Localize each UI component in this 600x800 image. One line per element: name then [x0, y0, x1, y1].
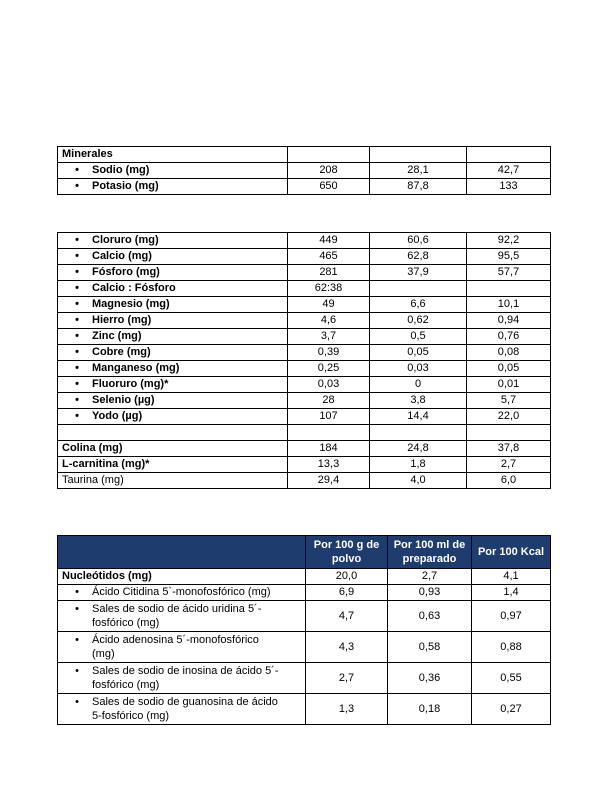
row-label: Sales de sodio de guanosina de ácido 5-fosfórico (mg) [92, 696, 278, 722]
cell-value: 13,3 [288, 457, 370, 473]
cell-value: 24,8 [370, 441, 467, 457]
cell-value: 0,55 [472, 663, 551, 694]
row-label: Selenio (µg) [92, 394, 155, 406]
table-row [58, 179, 551, 195]
bullet-icon: • [75, 665, 79, 677]
cell-value: 2,7 [388, 569, 472, 585]
table-row [58, 457, 551, 473]
cell-value: 0,03 [370, 361, 467, 377]
cell-value: 62,8 [370, 249, 467, 265]
bullet-icon: • [75, 378, 79, 390]
bullet-icon: • [75, 330, 79, 342]
table-row [58, 361, 551, 377]
cell-value: 20,0 [306, 569, 388, 585]
cell-value: 87,8 [370, 179, 467, 195]
bullet-icon: • [75, 234, 79, 246]
column-header [58, 536, 306, 569]
cell-value: 1,3 [306, 694, 388, 725]
row-label: Cloruro (mg) [92, 234, 159, 246]
minerals-table-top [57, 146, 551, 195]
cell-value: 4,6 [288, 313, 370, 329]
row-label: Ácido adenosina 5´-monofosfórico (mg) [92, 634, 259, 660]
cell-value: 0,58 [388, 632, 472, 663]
row-label: L-carnitina (mg)* [62, 458, 150, 470]
table-row [58, 569, 551, 585]
bullet-icon: • [75, 164, 79, 176]
column-header: Por 100 Kcal [472, 536, 551, 569]
bullet-icon: • [75, 282, 79, 294]
cell-value: 0,05 [370, 345, 467, 361]
table-row [58, 281, 551, 297]
row-label: Sodio (mg) [92, 164, 150, 176]
cell-value: 4,1 [472, 569, 551, 585]
cell-value: 6,9 [306, 585, 388, 601]
table-row [58, 473, 551, 489]
cell-value: 14,4 [370, 409, 467, 425]
bullet-icon: • [75, 250, 79, 262]
cell-value: 60,6 [370, 233, 467, 249]
cell-value: 0 [370, 377, 467, 393]
cell-value: 5,7 [467, 393, 551, 409]
row-label: Taurina (mg) [62, 474, 124, 486]
row-label: Yodo (µg) [92, 410, 143, 422]
row-label: Sales de sodio de inosina de ácido 5´-fosfórico (mg) [92, 665, 279, 691]
cell-value: 107 [288, 409, 370, 425]
nucleotides-table [57, 535, 551, 725]
cell-value: 37,8 [467, 441, 551, 457]
cell-value: 133 [467, 179, 551, 195]
bullet-icon: • [75, 266, 79, 278]
cell-value: 4,3 [306, 632, 388, 663]
table-row [58, 147, 551, 163]
row-label: Potasio (mg) [92, 180, 159, 192]
cell-value: 6,6 [370, 297, 467, 313]
section-label: Minerales [58, 147, 288, 163]
table-row [58, 409, 551, 425]
table-row [58, 297, 551, 313]
cell-value: 0,03 [288, 377, 370, 393]
cell-value: 1,4 [472, 585, 551, 601]
table-row [58, 694, 551, 725]
bullet-icon: • [75, 603, 79, 615]
table-row [58, 329, 551, 345]
cell-value: 92,2 [467, 233, 551, 249]
cell-value [370, 281, 467, 297]
bullet-icon: • [75, 410, 79, 422]
table-row [58, 441, 551, 457]
table-row [58, 265, 551, 281]
bullet-icon: • [75, 696, 79, 708]
cell-value: 37,9 [370, 265, 467, 281]
row-label: Fluoruro (mg)* [92, 378, 169, 390]
row-label: Fósforo (mg) [92, 266, 160, 278]
row-label: Ácido Citidina 5`-monofosfórico (mg) [92, 586, 271, 598]
cell-value: 0,76 [467, 329, 551, 345]
cell-value: 0,5 [370, 329, 467, 345]
cell-value: 2,7 [467, 457, 551, 473]
cell-value: 184 [288, 441, 370, 457]
table-row [58, 163, 551, 179]
cell-value: 0,94 [467, 313, 551, 329]
row-label: Manganeso (mg) [92, 362, 180, 374]
cell-value: 0,39 [288, 345, 370, 361]
cell-value: 208 [288, 163, 370, 179]
cell-value: 449 [288, 233, 370, 249]
cell-value: 650 [288, 179, 370, 195]
table-row [58, 663, 551, 694]
bullet-icon: • [75, 298, 79, 310]
bullet-icon: • [75, 346, 79, 358]
minerals-table-main [57, 232, 551, 489]
bullet-icon: • [75, 586, 79, 598]
cell-value: 4,0 [370, 473, 467, 489]
row-label: Sales de sodio de ácido uridina 5´-fosfórico (mg) [92, 603, 262, 629]
cell-value: 4,7 [306, 601, 388, 632]
bullet-icon: • [75, 180, 79, 192]
cell-value: 0,05 [467, 361, 551, 377]
cell-value: 0,63 [388, 601, 472, 632]
cell-value: 49 [288, 297, 370, 313]
cell-value: 0,97 [472, 601, 551, 632]
cell-value: 3,8 [370, 393, 467, 409]
cell-value: 0,27 [472, 694, 551, 725]
table-row [58, 345, 551, 361]
bullet-icon: • [75, 634, 79, 646]
cell-value: 29,4 [288, 473, 370, 489]
cell-value: 95,5 [467, 249, 551, 265]
row-label: Calcio (mg) [92, 250, 152, 262]
cell-value: 0,25 [288, 361, 370, 377]
table-row [58, 585, 551, 601]
cell-value: 3,7 [288, 329, 370, 345]
cell-value: 0,88 [472, 632, 551, 663]
row-label: Calcio : Fósforo [92, 282, 176, 294]
cell-value: 465 [288, 249, 370, 265]
cell-value: 28 [288, 393, 370, 409]
bullet-icon: • [75, 394, 79, 406]
row-label: Cobre (mg) [92, 346, 151, 358]
cell-value: 0,36 [388, 663, 472, 694]
cell-value [467, 281, 551, 297]
table-row [58, 233, 551, 249]
table-row [58, 425, 551, 441]
cell-value: 57,7 [467, 265, 551, 281]
header-row [58, 536, 551, 569]
cell-value: 2,7 [306, 663, 388, 694]
row-label: Magnesio (mg) [92, 298, 170, 310]
cell-value: 6,0 [467, 473, 551, 489]
cell-value: 0,62 [370, 313, 467, 329]
row-label: Hierro (mg) [92, 314, 152, 326]
row-label: Zinc (mg) [92, 330, 142, 342]
table-row [58, 632, 551, 663]
group-label: Nucleótidos (mg) [58, 569, 306, 585]
table-row [58, 249, 551, 265]
bullet-icon: • [75, 362, 79, 374]
table-row [58, 313, 551, 329]
cell-value: 62:38 [288, 281, 370, 297]
table-row [58, 393, 551, 409]
cell-value: 0,93 [388, 585, 472, 601]
cell-value: 28,1 [370, 163, 467, 179]
row-label: Colina (mg) [62, 442, 123, 454]
bullet-icon: • [75, 314, 79, 326]
cell-value: 281 [288, 265, 370, 281]
cell-value: 0,01 [467, 377, 551, 393]
cell-value: 0,08 [467, 345, 551, 361]
cell-value: 42,7 [467, 163, 551, 179]
cell-value: 22,0 [467, 409, 551, 425]
cell-value: 10,1 [467, 297, 551, 313]
cell-value: 0,18 [388, 694, 472, 725]
table-row [58, 377, 551, 393]
table-row [58, 601, 551, 632]
column-header: Por 100 g de polvo [306, 536, 388, 569]
cell-value: 1,8 [370, 457, 467, 473]
truncated-text-fragment [100, 138, 230, 142]
column-header: Por 100 ml de preparado [388, 536, 472, 569]
